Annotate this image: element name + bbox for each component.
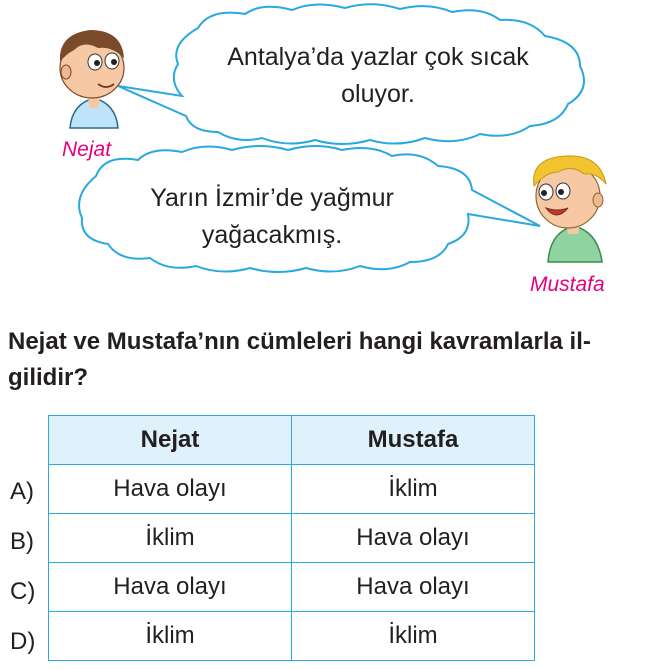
- option-letter-a[interactable]: A): [10, 478, 34, 505]
- illustration-scene: [0, 0, 661, 300]
- row-c-mustafa: Hava olayı: [292, 563, 535, 612]
- option-letter-d[interactable]: D): [10, 628, 36, 655]
- row-c-nejat: Hava olayı: [49, 563, 292, 612]
- row-d-mustafa: İklim: [292, 612, 535, 661]
- table-row[interactable]: [49, 563, 535, 612]
- mustafa-speech-text: [112, 180, 432, 254]
- header-mustafa: Mustafa: [292, 416, 535, 465]
- option-letter-b[interactable]: B): [10, 528, 34, 555]
- table-row[interactable]: [49, 612, 535, 661]
- nejat-speech-line-2: oluyor.: [341, 80, 415, 108]
- answer-table: [48, 415, 535, 661]
- option-letter-c[interactable]: C): [10, 578, 36, 605]
- header-nejat: Nejat: [49, 416, 292, 465]
- mustafa-character: [534, 156, 606, 262]
- table-row[interactable]: [49, 514, 535, 563]
- table-row[interactable]: [49, 465, 535, 514]
- question-text: [8, 324, 648, 396]
- nejat-name-label: Nejat: [62, 138, 112, 161]
- row-a-mustafa: İklim: [292, 465, 535, 514]
- row-d-nejat: İklim: [49, 612, 292, 661]
- mustafa-speech-line-1: Yarın İzmir’de yağmur: [150, 184, 394, 212]
- question-line-2: gilidir?: [8, 364, 88, 391]
- row-a-nejat: Hava olayı: [49, 465, 292, 514]
- mustafa-speech-line-2: yağacakmış.: [201, 221, 343, 249]
- mustafa-name-label: Mustafa: [530, 273, 605, 296]
- row-b-nejat: İklim: [49, 514, 292, 563]
- nejat-speech-line-1: Antalya’da yazlar çok sıcak: [227, 43, 529, 71]
- nejat-speech-text: [188, 39, 568, 113]
- question-line-1: Nejat ve Mustafa’nın cümleleri hangi kavramlarla il-: [8, 328, 591, 355]
- nejat-character: [60, 30, 124, 128]
- row-b-mustafa: Hava olayı: [292, 514, 535, 563]
- table-header-row: [49, 416, 535, 465]
